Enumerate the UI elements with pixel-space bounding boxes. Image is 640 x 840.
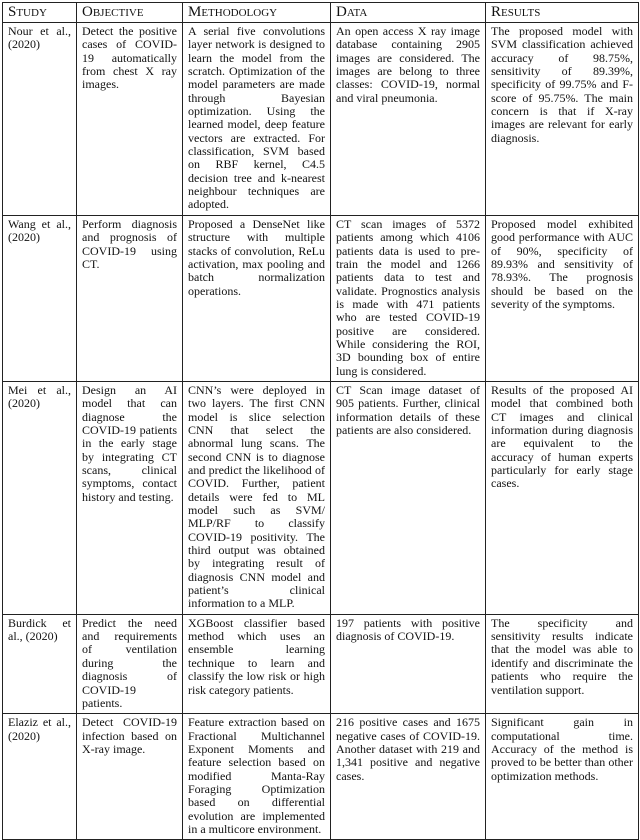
methodology-cell: A serial five convolutions layer network is designed to learn the model from the scratch. Optimization of the model parameters are made through Bayesian optimization. Using the learned model, deep feature vectors are extracted. For classification, SVM based on RBF kernel, C4.5 decision tree and k-nearest neighbour techniques are adopted. — [183, 23, 331, 216]
methodology-cell: CNN’s were deployed in two layers. The first CNN model is slice selection CNN that select the abnormal lung scans. The second CNN is to diagnose and predict the likelihood of COVID. Further, patient details were fed to ML model such as SVM/ MLP/RF to classify COVID-19 positivity. The third output was obtained by integrating result of diagnosis CNN model and patient’s clinical information to a MLP. — [183, 381, 331, 614]
study-cell: Nour et al., (2020) — [3, 23, 77, 216]
header-results: Results — [486, 3, 639, 23]
results-cell: Results of the proposed AI model that combined both CT images and clinical information during diagnosis are equivalent to the accuracy of human experts particularly for early stage cases. — [486, 381, 639, 614]
study-cell: Mei et al., (2020) — [3, 381, 77, 614]
study-cell: Wang et al., (2020) — [3, 215, 77, 381]
data-cell: CT Scan image dataset of 905 patients. Further, clinical information details of these patients are also considered. — [331, 381, 486, 614]
objective-cell: Detect the positive cases of COVID-19 automatically from chest X ray images. — [77, 23, 183, 216]
objective-cell: Predict the need and requirements of ventilation during the diagnosis of COVID-19 patients. — [77, 614, 183, 713]
study-cell: Burdick et al., (2020) — [3, 614, 77, 713]
objective-cell: Perform diagnosis and prognosis of COVID-19 using CT. — [77, 215, 183, 381]
results-cell: The proposed model with SVM classification achieved accuracy of 98.75%, sensitivity of 89.39%, specificity of 99.75% and F-score of 95.75%. The main concern is that if X-ray images are relevant for early diagnosis. — [486, 23, 639, 216]
studies-table — [2, 2, 639, 840]
header-methodology: Methodology — [183, 3, 331, 23]
table-row — [3, 614, 639, 713]
table-row — [3, 23, 639, 216]
objective-cell: Detect COVID-19 infection based on X-ray image. — [77, 714, 183, 840]
header-objective: Objective — [77, 3, 183, 23]
table-row — [3, 381, 639, 614]
header-study: Study — [3, 3, 77, 23]
study-cell: Elaziz et al., (2020) — [3, 714, 77, 840]
results-cell: Significant gain in computational time. Accuracy of the method is proved to be better than other optimization methods. — [486, 714, 639, 840]
table-row — [3, 714, 639, 840]
header-row — [3, 3, 639, 23]
methodology-cell: Proposed a DenseNet like structure with multiple stacks of convolution, ReLu activation, max pooling and batch normalization operations. — [183, 215, 331, 381]
results-cell: The specificity and sensitivity results indicate that the model was able to identify and discriminate the patients who require the ventilation support. — [486, 614, 639, 713]
data-cell: CT scan images of 5372 patients among which 4106 patients data is used to pre-train the model and 1266 patients data to test and validate. Prognostics analysis is made with 471 patients who are tested COVID-19 positive are considered. While considering the ROI, 3D bounding box of entire lung is considered. — [331, 215, 486, 381]
header-data: Data — [331, 3, 486, 23]
table-row — [3, 215, 639, 381]
data-cell: 216 positive cases and 1675 negative cases of COVID-19. Another dataset with 219 and 1,341 positive and negative cases. — [331, 714, 486, 840]
results-cell: Proposed model exhibited good performance with AUC of 90%, specificity of 89.93% and sensitivity of 78.93%. The prognosis should be based on the severity of the symptoms. — [486, 215, 639, 381]
data-cell: An open access X ray image database containing 2905 images are considered. The images are belong to three classes: COVID-19, normal and viral pneumonia. — [331, 23, 486, 216]
data-cell: 197 patients with positive diagnosis of COVID-19. — [331, 614, 486, 713]
methodology-cell: Feature extraction based on Fractional Multichannel Exponent Moments and feature selection based on modified Manta-Ray Foraging Optimization based on differential evolution are implemented in a multicore environment. — [183, 714, 331, 840]
methodology-cell: XGBoost classifier based method which uses an ensemble learning technique to learn and classify the low risk or high risk category patients. — [183, 614, 331, 713]
objective-cell: Design an AI model that can diagnose the COVID-19 patients in the early stage by integrating CT scans, clinical symptoms, contact history and testing. — [77, 381, 183, 614]
